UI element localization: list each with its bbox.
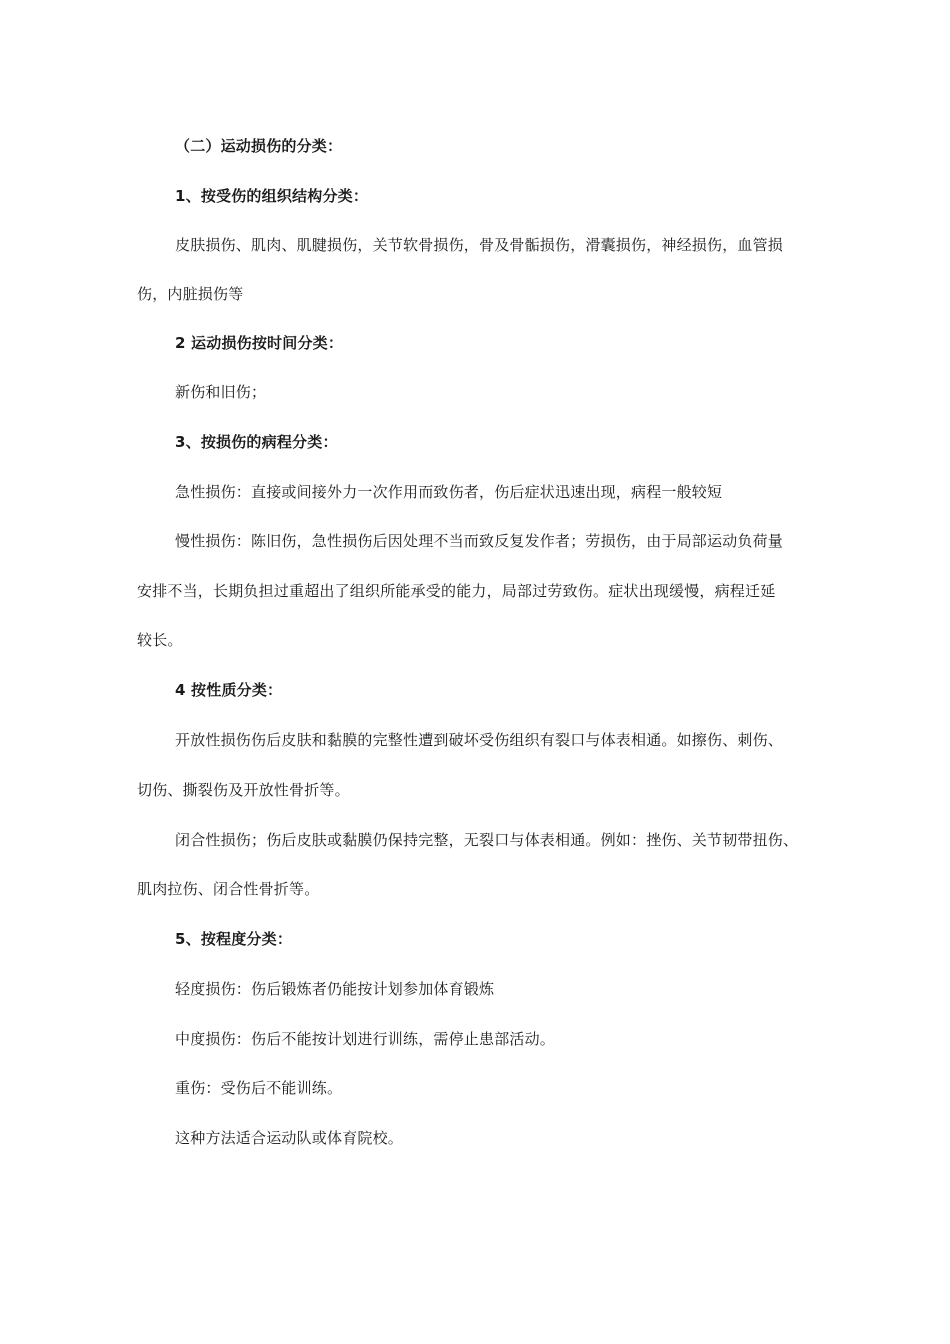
paragraph-closed-injury: 闭合性损伤；伤后皮肤或黏膜仍保持完整，无裂口与体表相通。例如：挫伤、关节韧带扭伤、 — [175, 831, 799, 849]
paragraph-open-injury: 开放性损伤伤后皮肤和黏膜的完整性遭到破坏受伤组织有裂口与体表相通。如擦伤、刺伤、 — [175, 731, 784, 749]
paragraph-open-injury-continued: 切伤、撕裂伤及开放性骨折等。 — [137, 781, 350, 799]
subheading-tissue-structure: 1、按受伤的组织结构分类： — [175, 187, 369, 205]
subheading-time: 2 运动损伤按时间分类： — [175, 334, 344, 352]
paragraph-chronic-injury: 慢性损伤：陈旧伤，急性损伤后因处理不当而致反复发作者；劳损伤，由于局部运动负荷量 — [175, 532, 784, 550]
paragraph-moderate-injury: 中度损伤：伤后不能按计划进行训练，需停止患部活动。 — [175, 1030, 556, 1048]
paragraph-severe-injury: 重伤：受伤后不能训练。 — [175, 1079, 343, 1097]
subheading-course: 3、按损伤的病程分类： — [175, 433, 338, 451]
paragraph-chronic-injury-continued: 安排不当，长期负担过重超出了组织所能承受的能力，局部过劳致伤。症状出现缓慢，病程迁延 — [137, 582, 776, 600]
paragraph-new-old-injury: 新伤和旧伤； — [175, 383, 267, 401]
paragraph-tissue-types-continued: 伤，内脏损伤等 — [137, 285, 244, 303]
paragraph-acute-injury: 急性损伤：直接或间接外力一次作用而致伤者，伤后症状迅速出现，病程一般较短 — [175, 483, 723, 501]
paragraph-tissue-types: 皮肤损伤、肌肉、肌腱损伤，关节软骨损伤，骨及骨骺损伤，滑囊损伤，神经损伤，血管损 — [175, 236, 784, 254]
paragraph-mild-injury: 轻度损伤：伤后锻炼者仍能按计划参加体育锻炼 — [175, 980, 495, 998]
paragraph-chronic-injury-end: 较长。 — [137, 631, 183, 649]
subheading-severity: 5、按程度分类： — [175, 930, 293, 948]
section-heading: （二）运动损伤的分类： — [175, 137, 343, 155]
paragraph-method-note: 这种方法适合运动队或体育院校。 — [175, 1129, 404, 1147]
paragraph-closed-injury-continued: 肌肉拉伤、闭合性骨折等。 — [137, 880, 320, 898]
subheading-nature: 4 按性质分类： — [175, 681, 283, 699]
